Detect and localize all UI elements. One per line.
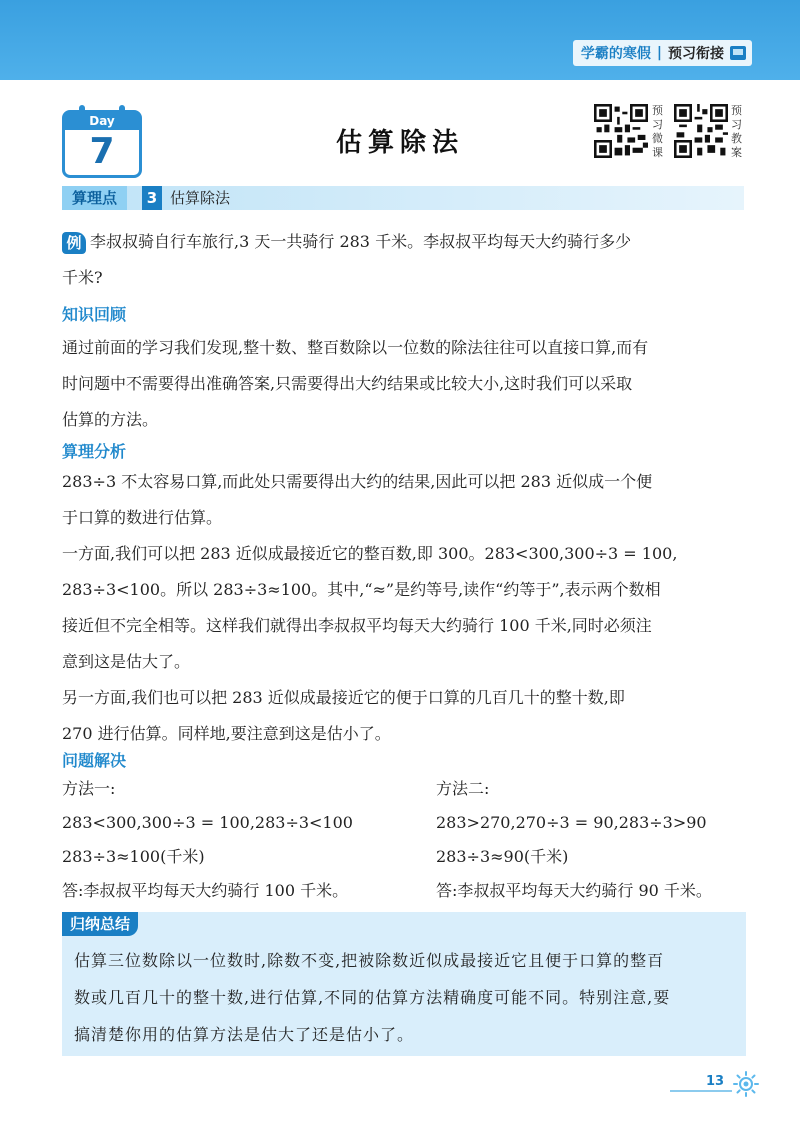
sun-icon [732, 1070, 760, 1098]
page-number-rule [670, 1090, 732, 1092]
section-heading: 知识回顾 [62, 305, 127, 324]
example-text: 李叔叔骑自行车旅行,3 天一共骑行 283 千米。李叔叔平均每天大约骑行多少 [90, 232, 632, 251]
page-title: 估算除法 [335, 128, 464, 158]
text-line: 283>270,270÷3 = 90,283÷3>90 [436, 813, 707, 832]
example-icon: 例 [62, 232, 86, 254]
example-block [62, 224, 744, 296]
text-line: 时问题中不需要得出准确答案,只需要得出大约结果或比较大小,这时我们可以采取 [62, 374, 633, 393]
page-number: 13 [706, 1074, 725, 1089]
text-line: 方法一: [62, 779, 116, 798]
brand-right: 预习衔接 [668, 46, 724, 62]
summary-text [74, 942, 734, 1053]
text-line: 估算的方法。 [62, 410, 159, 429]
knowledge-point-tag: 算理点 [62, 186, 127, 210]
day-number: 7 [89, 131, 115, 172]
text-line: 答:李叔叔平均每天大约骑行 90 千米。 [436, 881, 712, 900]
section-heading: 算理分析 [62, 442, 127, 461]
text-line: 283÷3≈90(千米) [436, 847, 569, 866]
text-line: 283÷3≈100(千米) [62, 847, 205, 866]
qr-code-icon[interactable] [594, 104, 648, 158]
text-line: 270 进行估算。同样地,要注意到这是估小了。 [62, 724, 391, 743]
knowledge-point-number: 3 [142, 186, 162, 210]
brand-separator: | [656, 45, 662, 61]
method-one [62, 772, 353, 908]
text-line: 搞清楚你用的估算方法是估大了还是估小了。 [74, 1025, 415, 1044]
text-line: 另一方面,我们也可以把 283 近似成最接近它的便于口算的几百几十的整十数,即 [62, 688, 625, 707]
qr-label: 预习教案 [731, 104, 742, 159]
section-heading: 问题解决 [62, 751, 127, 770]
text-line: 数或几百几十的整十数,进行估算,不同的估算方法精确度可能不同。特别注意,要 [74, 988, 671, 1007]
text-line: 估算三位数除以一位数时,除数不变,把被除数近似成最接近它且便于口算的整百 [74, 951, 665, 970]
text-line: 283÷3 不太容易口算,而此处只需要得出大约的结果,因此可以把 283 近似成一个便 [62, 472, 653, 491]
text-line: 一方面,我们可以把 283 近似成最接近它的整百数,即 300。283<300,300÷3 = 100, [62, 544, 678, 563]
text-line: 意到这是估大了。 [62, 652, 191, 671]
brand-label [573, 40, 752, 66]
brand-left: 学霸的寒假 [580, 46, 651, 62]
text-line: 于口算的数进行估算。 [62, 508, 223, 527]
review-paragraph [62, 330, 744, 438]
summary-tag: 归纳总结 [62, 912, 138, 936]
method-two [436, 772, 712, 908]
text-line: 通过前面的学习我们发现,整十数、整百数除以一位数的除法往往可以直接口算,而有 [62, 338, 649, 357]
summary-box [62, 912, 746, 1056]
text-line: 接近但不完全相等。这样我们就得出李叔叔平均每天大约骑行 100 千米,同时必须注 [62, 616, 652, 635]
qr-label: 预习微课 [652, 104, 663, 159]
text-line: 方法二: [436, 779, 490, 798]
text-line: 283÷3<100。所以 283÷3≈100。其中,“≈”是约等号,读作“约等于”,表示两个数相 [62, 580, 661, 599]
day-label: Day [65, 113, 139, 130]
knowledge-point-title: 估算除法 [170, 189, 231, 207]
qr-code-icon[interactable] [674, 104, 728, 158]
text-line: 答:李叔叔平均每天大约骑行 100 千米。 [62, 881, 349, 900]
text-line: 283<300,300÷3 = 100,283÷3<100 [62, 813, 353, 832]
example-text: 千米? [62, 268, 103, 287]
top-banner [0, 0, 800, 80]
knowledge-point-bar [62, 186, 744, 210]
book-icon [730, 46, 746, 60]
analysis-paragraph [62, 464, 744, 752]
